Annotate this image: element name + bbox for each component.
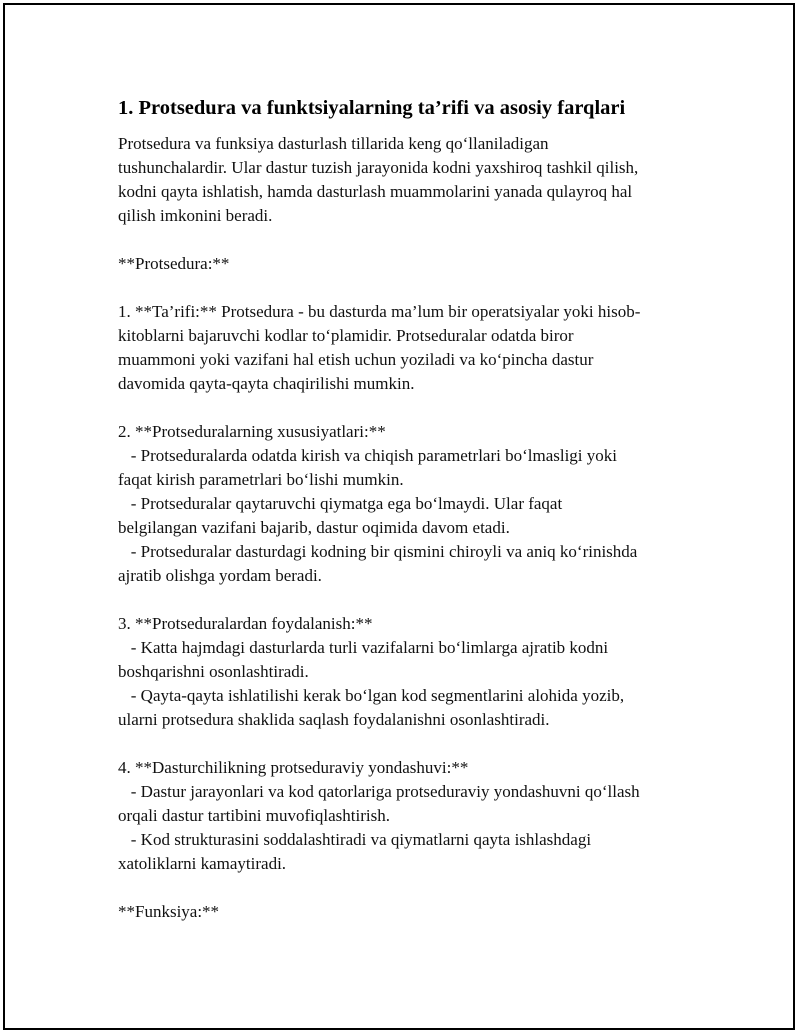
paragraph-protsedura-heading — [118, 252, 708, 276]
paragraph-intro — [118, 132, 708, 228]
document-body — [118, 94, 708, 924]
text-line: 1. **Ta’rifi:** Protsedura - bu dasturda ma’lum bir operatsiyalar yoki hisob- — [118, 302, 641, 321]
text-line: ajratib olishga yordam beradi. — [118, 566, 322, 585]
text-line: boshqarishni osonlashtiradi. — [118, 662, 309, 681]
text-line: qilish imkonini beradi. — [118, 206, 273, 225]
document-title: 1. Protsedura va funktsiyalarning ta’rifi va asosiy farqlari — [118, 97, 626, 119]
document-blocks — [118, 132, 708, 924]
text-line: - Protseduralarda odatda kirish va chiqish parametrlari bo‘lmasligi yoki — [118, 446, 618, 465]
text-line: 3. **Protseduralardan foydalanish:** — [118, 614, 373, 633]
text-line: - Qayta-qayta ishlatilishi kerak bo‘lgan kod segmentlarini alohida yozib, — [118, 686, 625, 705]
paragraph-item-1 — [118, 300, 708, 396]
text-line: 2. **Protseduralarning xususiyatlari:** — [118, 422, 386, 441]
text-line: - Kod strukturasini soddalashtiradi va qiymatlarni qayta ishlashdagi — [118, 830, 592, 849]
text-line: orqali dastur tartibini muvofiqlashtirish. — [118, 806, 390, 825]
text-line: - Protseduralar dasturdagi kodning bir qismini chiroyli va aniq ko‘rinishda — [118, 542, 638, 561]
paragraph-gap — [118, 228, 708, 252]
paragraph-gap — [118, 876, 708, 900]
paragraph-item-3 — [118, 612, 708, 732]
text-line: Protsedura va funksiya dasturlash tillarida keng qo‘llaniladigan — [118, 134, 549, 153]
text-line: kitoblarni bajaruvchi kodlar to‘plamidir. Protseduralar odatda biror — [118, 326, 574, 345]
paragraph-item-2 — [118, 420, 708, 588]
paragraph-gap — [118, 396, 708, 420]
paragraph-gap — [118, 588, 708, 612]
text-line: **Funksiya:** — [118, 902, 220, 921]
text-line: faqat kirish parametrlari bo‘lishi mumkin. — [118, 470, 404, 489]
text-line: tushunchalardir. Ular dastur tuzish jarayonida kodni yaxshiroq tashkil qilish, — [118, 158, 639, 177]
text-line: muammoni yoki vazifani hal etish uchun yoziladi va ko‘pincha dastur — [118, 350, 594, 369]
paragraph-gap — [118, 732, 708, 756]
text-line: xatoliklarni kamaytiradi. — [118, 854, 287, 873]
paragraph-item-4 — [118, 756, 708, 876]
text-line: - Katta hajmdagi dasturlarda turli vazifalarni bo‘limlarga ajratib kodni — [118, 638, 609, 657]
text-line: **Protsedura:** — [118, 254, 230, 273]
text-line: - Dastur jarayonlari va kod qatorlariga protseduraviy yondashuvni qo‘llash — [118, 782, 640, 801]
text-line: ularni protsedura shaklida saqlash foydalanishni osonlashtiradi. — [118, 710, 550, 729]
text-line: 4. **Dasturchilikning protseduraviy yondashuvi:** — [118, 758, 469, 777]
text-line: - Protseduralar qaytaruvchi qiymatga ega bo‘lmaydi. Ular faqat — [118, 494, 563, 513]
paragraph-gap — [118, 276, 708, 300]
text-line: davomida qayta-qayta chaqirilishi mumkin. — [118, 374, 415, 393]
text-line: belgilangan vazifani bajarib, dastur oqimida davom etadi. — [118, 518, 510, 537]
paragraph-funksiya-heading — [118, 900, 708, 924]
text-line: kodni qayta ishlatish, hamda dasturlash muammolarini yanada qulayroq hal — [118, 182, 633, 201]
